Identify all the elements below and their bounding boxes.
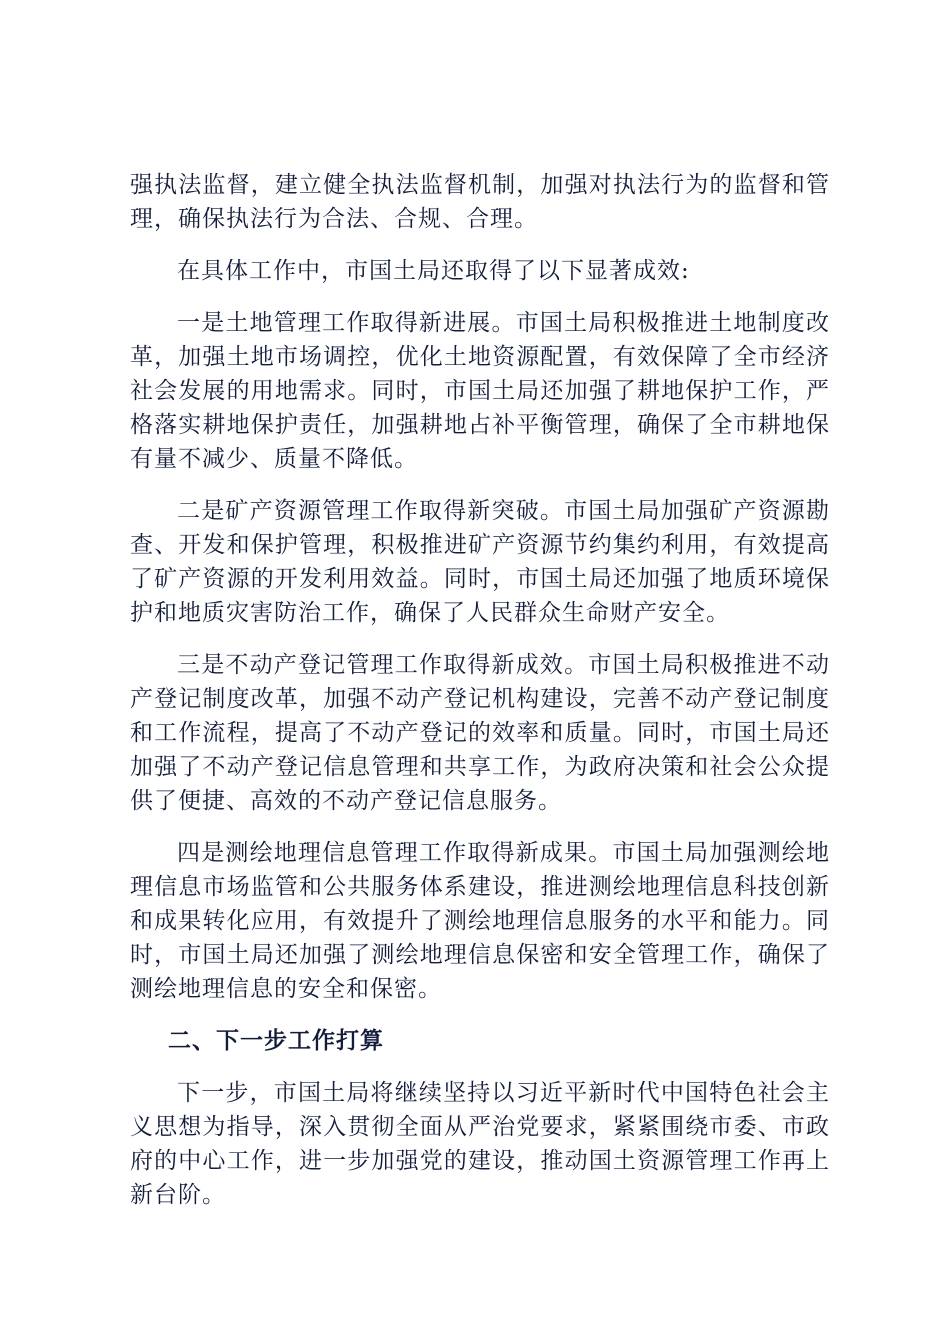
document-body [130,168,830,1230]
achievements-intro-paragraph: 在具体工作中，市国土局还取得了以下显著成效: [177,258,690,284]
surveying-mapping-paragraph: 四是测绘地理信息管理工作取得新成果。市国土局加强测绘地理信息市场监管和公共服务体系建设，推进测绘地理信息科技创新和成果转化应用，有效提升了测绘地理信息服务的水平和能力。同时，市国土局还加强了测绘地理信息保密和安全管理工作，确保了测绘地理信息的安全和保密。 [130,840,830,1002]
land-management-paragraph: 一是土地管理工作取得新进展。市国土局积极推进土地制度改革，加强土地市场调控，优化土地资源配置，有效保障了全市经济社会发展的用地需求。同时，市国土局还加强了耕地保护工作，严格落实耕地保护责任，加强耕地占补平衡管理，确保了全市耕地保有量不减少、质量不降低。 [130,310,830,472]
section-heading: 二、下一步工作打算 [168,1028,384,1054]
real-estate-registration-paragraph: 三是不动产登记管理工作取得新成效。市国土局积极推进不动产登记制度改革，加强不动产登记机构建设，完善不动产登记制度和工作流程，提高了不动产登记的效率和质量。同时，市国土局还加强了不动产登记信息管理和共享工作，为政府决策和社会公众提供了便捷、高效的不动产登记信息服务。 [130,652,830,814]
continued-paragraph: 强执法监督，建立健全执法监督机制，加强对执法行为的监督和管理，确保执法行为合法、合规、合理。 [130,172,830,232]
next-steps-paragraph: 下一步，市国土局将继续坚持以习近平新时代中国特色社会主义思想为指导，深入贯彻全面从严治党要求，紧紧围绕市委、市政府的中心工作，进一步加强党的建设，推动国土资源管理工作再上新台阶。 [130,1080,830,1208]
mineral-resources-paragraph: 二是矿产资源管理工作取得新突破。市国土局加强矿产资源勘查、开发和保护管理，积极推进矿产资源节约集约利用，有效提高了矿产资源的开发利用效益。同时，市国土局还加强了地质环境保护和地质灾害防治工作，确保了人民群众生命财产安全。 [130,498,830,626]
